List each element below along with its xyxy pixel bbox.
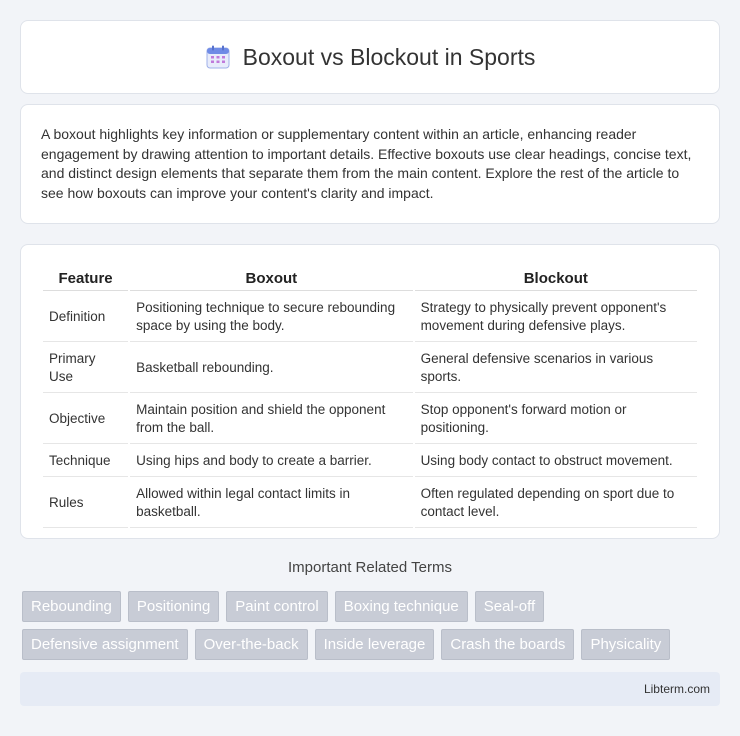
table-header-row: [43, 267, 697, 291]
feature-cell: Primary Use: [43, 344, 128, 393]
table-row: [43, 446, 697, 477]
comparison-table: [41, 265, 699, 530]
tag-inside-leverage[interactable]: Inside leverage: [315, 629, 435, 660]
boxout-cell: Using hips and body to create a barrier.: [130, 446, 412, 477]
tag-defensive-assignment[interactable]: Defensive assignment: [22, 629, 188, 660]
tag-boxing-technique[interactable]: Boxing technique: [335, 591, 468, 622]
boxout-cell: Positioning technique to secure rebounding space by using the body.: [130, 293, 412, 342]
tag-row: [22, 629, 722, 660]
tag-seal-off[interactable]: Seal-off: [475, 591, 544, 622]
tag-physicality[interactable]: Physicality: [581, 629, 670, 660]
tag-row: [22, 591, 722, 622]
tag-positioning[interactable]: Positioning: [128, 591, 219, 622]
related-terms-title: Important Related Terms: [288, 559, 452, 576]
header-boxout: Boxout: [130, 267, 412, 291]
blockout-cell: Using body contact to obstruct movement.: [415, 446, 697, 477]
table-row: [43, 395, 697, 444]
comparison-table-card: [20, 244, 720, 539]
footer-link[interactable]: Libterm.com: [643, 682, 710, 696]
feature-cell: Rules: [43, 479, 128, 528]
related-terms-tags: [22, 591, 722, 667]
boxout-cell: Allowed within legal contact limits in basketball.: [130, 479, 412, 528]
feature-cell: Definition: [43, 293, 128, 342]
intro-card: [20, 104, 720, 224]
tag-over-the-back[interactable]: Over-the-back: [195, 629, 308, 660]
calendar-icon: [205, 44, 231, 70]
blockout-cell: Often regulated depending on sport due to contact level.: [415, 479, 697, 528]
tag-paint-control[interactable]: Paint control: [226, 591, 327, 622]
header-card: [20, 20, 720, 94]
table-row: [43, 344, 697, 393]
feature-cell: Objective: [43, 395, 128, 444]
feature-cell: Technique: [43, 446, 128, 477]
boxout-cell: Basketball rebounding.: [130, 344, 412, 393]
blockout-cell: Strategy to physically prevent opponent's movement during defensive plays.: [415, 293, 697, 342]
tag-crash-the-boards[interactable]: Crash the boards: [441, 629, 574, 660]
header-blockout: Blockout: [415, 267, 697, 291]
blockout-cell: Stop opponent's forward motion or positioning.: [415, 395, 697, 444]
boxout-cell: Maintain position and shield the opponent from the ball.: [130, 395, 412, 444]
header-feature: Feature: [43, 267, 128, 291]
footer: [20, 672, 720, 706]
table-row: [43, 293, 697, 342]
tag-rebounding[interactable]: Rebounding: [22, 591, 121, 622]
blockout-cell: General defensive scenarios in various sports.: [415, 344, 697, 393]
page-title: Boxout vs Blockout in Sports: [242, 43, 536, 70]
intro-text: A boxout highlights key information or supplementary content within an article, enhancing reader engagement by drawing attention to important details. Effective boxouts use clear headings, concise text, and distinct design elements that separate them from the main content. Explore the rest of the article to see how boxouts can improve your content's clarity and impact.: [41, 126, 692, 201]
table-row: [43, 479, 697, 528]
